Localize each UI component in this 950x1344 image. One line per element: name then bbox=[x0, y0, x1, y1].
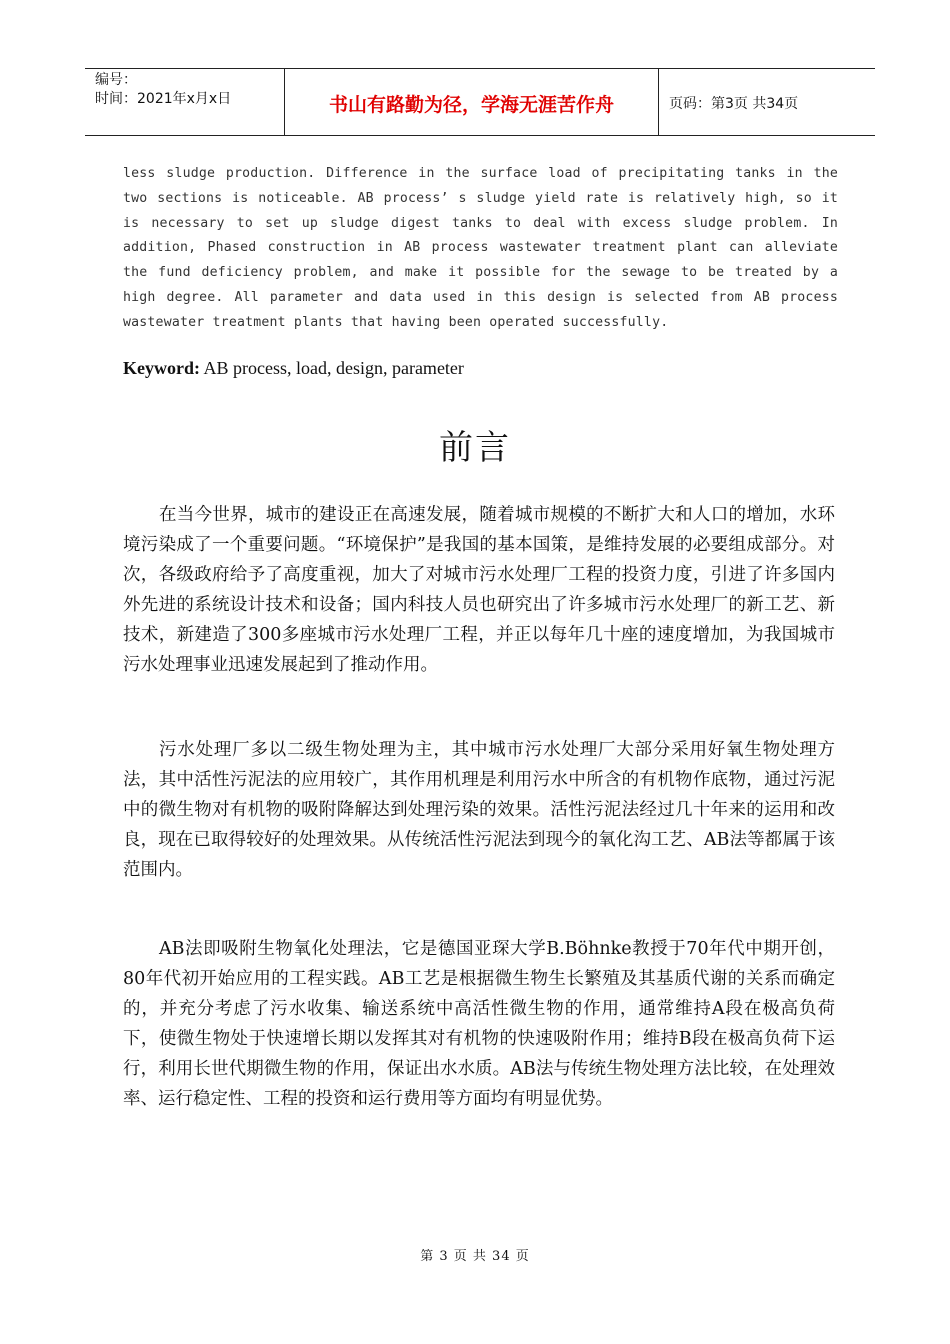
paragraph-1: 在当今世界，城市的建设正在高速发展，随着城市规模的不断扩大和人口的增加，水环境污染成了一个重要问题。“环境保护”是我国的基本国策，是维持发展的必要组成部分。对次，各级政府给予了高度重视，加大了对城市污水处理厂工程的投资力度，引进了许多国内外先进的系统设计技术和设备；国内科技人员也研究出了许多城市污水处理厂的新工艺、新技术，新建造了300多座城市污水处理厂工程，并正以每年几十座的速度增加，为我国城市污水处理事业迅速发展起到了推动作用。 bbox=[123, 505, 835, 675]
keyword-label: Keyword: bbox=[123, 358, 200, 378]
page-footer: 第 3 页 共 34 页 bbox=[420, 1249, 530, 1264]
section-title: 前言 bbox=[439, 428, 511, 468]
header-meta bbox=[85, 69, 285, 135]
paragraph-2: 污水处理厂多以二级生物处理为主，其中城市污水处理厂大部分采用好氧生物处理方法，其中活性污泥法的应用较广，其作用机理是利用污水中所含的有机物作底物，通过污泥中的微生物对有机物的吸附降解达到处理污染的效果。活性污泥法经过几十年来的运用和改良，现在已取得较好的处理效果。从传统活性污泥法到现今的氧化沟工艺、AB法等都属于该范围内。 bbox=[123, 740, 835, 880]
header-page-info: 页码：第3页 共34页 bbox=[669, 96, 799, 112]
paragraph-3: AB法即吸附生物氧化处理法，它是德国亚琛大学B.Böhnke教授于70年代中期开创，80年代初开始应用的工程实践。AB工艺是根据微生物生长繁殖及其基质代谢的关系而确定的，并充分考虑了污水收集、输送系统中高活性微生物的作用，通常维持A段在极高负荷下，使微生物处于快速增长期以发挥其对有机物的快速吸附作用；维持B段在极高负荷下运行，利用长世代期微生物的作用，保证出水水质。AB法与传统生物处理方法比较，在处理效率、运行稳定性、工程的投资和运行费用等方面均有明显优势。 bbox=[123, 939, 835, 1109]
header-motto: 书山有路勤为径，学海无涯苦作舟 bbox=[285, 69, 659, 135]
abstract-text: less sludge production. Difference in the surface load of precipitating tanks in the two sections is noticeable. AB process’ s sludge yield rate is relatively high, so it is necessary to set up sludge digest tanks to deal with excess sludge problem. In addition, Phased construction in AB process wastewater treatment plant can alleviate the fund deficiency problem, and make it possible for the sewage to be treated by a high degree. All parameter and data used in this design is selected from AB process wastewater treatment plants that having been operated successfully. bbox=[123, 166, 838, 330]
page-header bbox=[85, 68, 875, 136]
time-label: 时间：2021年x月x日 bbox=[95, 91, 232, 107]
keyword-line bbox=[123, 358, 464, 379]
keyword-value: AB process, load, design, parameter bbox=[199, 358, 464, 378]
serial-label: 编号： bbox=[95, 72, 137, 88]
